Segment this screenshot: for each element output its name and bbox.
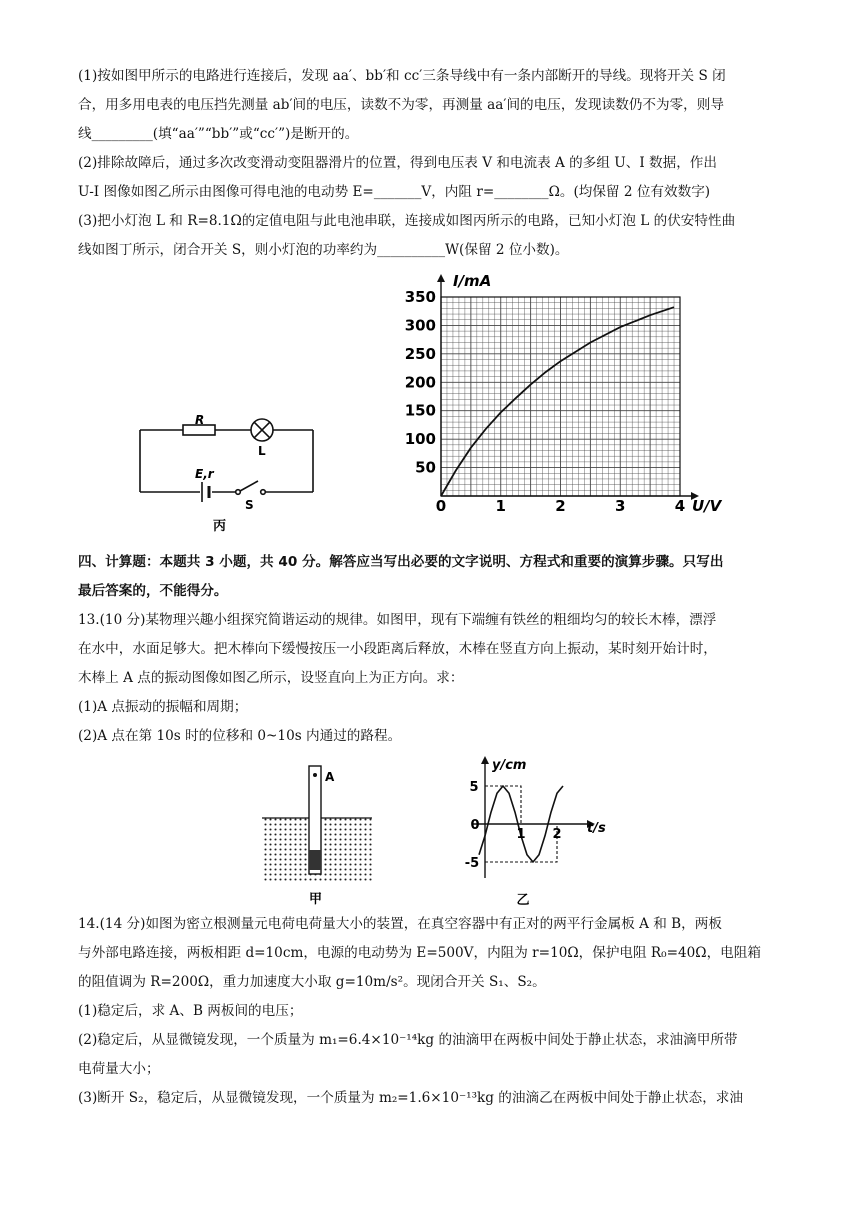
y-axis-arrow bbox=[481, 756, 489, 764]
section4-line2: 最后答案的，不能得分。 bbox=[78, 583, 228, 599]
q14-line4: (1)稳定后，求 A、B 两板间的电压； bbox=[78, 1003, 303, 1019]
chart-grid bbox=[441, 297, 680, 496]
x-axis-label: t/s bbox=[587, 821, 606, 836]
q14-line6: 电荷量大小； bbox=[78, 1061, 160, 1077]
y-axis-label: I/mA bbox=[453, 272, 492, 290]
y-tick-label: 200 bbox=[404, 373, 436, 392]
iu-characteristic-chart bbox=[395, 268, 735, 520]
q14-line1: 14.(14 分)如图为密立根测量元电荷电荷量大小的装置，在真空容器中有正对的两平行金属板 A 和 B，两板 bbox=[78, 916, 722, 932]
caption-bing: 丙 bbox=[213, 519, 227, 534]
y-tick-label: 5 bbox=[469, 780, 479, 795]
q13-line3: 木棒上 A 点的振动图像如图乙所示，设竖直向上为正方向。求： bbox=[78, 670, 464, 686]
q14-line3: 的阻值调为 R=200Ω，重力加速度大小取 g=10m/s²。现闭合开关 S₁、S₂。 bbox=[78, 974, 546, 990]
y-tick-label: 100 bbox=[404, 430, 436, 449]
x-tick-label: 1 bbox=[516, 827, 526, 842]
y-axis-label: y/cm bbox=[492, 758, 527, 773]
q13-line2: 在水中，水面足够大。把木棒向下缓慢按压一小段距离后释放，木棒在竖直方向上振动，某时刻开始计时， bbox=[78, 641, 717, 657]
caption-yi: 乙 bbox=[516, 893, 530, 908]
switch-blade bbox=[240, 481, 258, 491]
label-R: R bbox=[195, 413, 205, 427]
q12-part3-line2: 线如图丁所示，闭合开关 S，则小灯泡的功率约为__________W(保留 2 位小数)。 bbox=[78, 242, 569, 258]
x-axis-label: U/V bbox=[692, 497, 722, 515]
x-tick-label: 1 bbox=[495, 497, 506, 515]
y-tick-label: 50 bbox=[415, 458, 436, 477]
x-tick-label: 2 bbox=[552, 827, 562, 842]
q14-line7: (3)断开 S₂，稳定后，从显微镜发现，一个质量为 m₂=1.6×10⁻¹³kg 的油滴乙在两板中间处于静止状态，求油 bbox=[78, 1090, 743, 1106]
x-tick-label: 3 bbox=[615, 497, 626, 515]
q12-text bbox=[78, 62, 782, 265]
q12-part2-line2: U-I 图像如图乙所示由图像可得电池的电动势 E=_______V，内阻 r=________Ω。(均保留 2 位有效数字) bbox=[78, 184, 711, 200]
y-axis-arrow bbox=[437, 274, 445, 282]
vibration-graph bbox=[455, 752, 630, 912]
q13-line5: (2)A 点在第 10s 时的位移和 0~10s 内通过的路程。 bbox=[78, 728, 402, 744]
q12-part1-line3: 线_________(填“aa′”“bb′”或“cc′”)是断开的。 bbox=[78, 126, 359, 142]
q13-text bbox=[78, 606, 782, 751]
x-tick-label: 2 bbox=[555, 497, 566, 515]
label-S: S bbox=[245, 498, 254, 512]
q12-part1-line2: 合，用多用电表的电压挡先测量 ab′间的电压，读数不为零，再测量 aa′间的电压，发现读数仍不为零，则导 bbox=[78, 97, 724, 113]
floating-stick-figure bbox=[258, 762, 378, 912]
x-tick-label: 4 bbox=[674, 497, 686, 515]
switch-contact-right bbox=[261, 490, 266, 495]
q12-part3-line1: (3)把小灯泡 L 和 R=8.1Ω的定值电阻与此电池串联，连接成如图丙所示的电路，已知小灯泡 L 的伏安特性曲 bbox=[78, 213, 736, 229]
label-Er: E,r bbox=[195, 467, 214, 481]
x-tick-label: 0 bbox=[470, 818, 480, 833]
q12-part1-line1: (1)按如图甲所示的电路进行连接后，发现 aa′、bb′和 cc′三条导线中有一条内部断开的导线。现将开关 S 闭 bbox=[78, 68, 726, 84]
point-A-marker bbox=[313, 773, 317, 777]
x-tick-label: 0 bbox=[435, 497, 447, 515]
label-A: A bbox=[325, 770, 335, 784]
switch-contact-left bbox=[236, 490, 241, 495]
y-tick-label: 150 bbox=[404, 401, 436, 420]
label-L: L bbox=[258, 444, 266, 458]
circuit-diagram-bing bbox=[125, 410, 330, 535]
section4-heading bbox=[78, 548, 782, 606]
q12-part2-line1: (2)排除故障后，通过多次改变滑动变阻器滑片的位置，得到电压表 V 和电流表 A 的多组 U、I 数据，作出 bbox=[78, 155, 717, 171]
y-tick-label: 350 bbox=[404, 288, 436, 306]
section4-line1: 四、计算题：本题共 3 小题，共 40 分。解答应当写出必要的文字说明、方程式和重要的演算步骤。只写出 bbox=[78, 554, 724, 570]
q13-line4: (1)A 点振动的振幅和周期； bbox=[78, 699, 248, 715]
q14-line2: 与外部电路连接，两板相距 d=10cm，电源的电动势为 E=500V，内阻为 r=10Ω，保护电阻 R₀=40Ω，电阻箱 bbox=[78, 945, 761, 961]
caption-jia: 甲 bbox=[309, 892, 323, 907]
y-tick-label: 250 bbox=[404, 344, 436, 363]
q14-text bbox=[78, 910, 782, 1113]
dashed-guide-max bbox=[485, 786, 521, 824]
y-tick-label: -5 bbox=[464, 856, 480, 871]
q13-line1: 13.(10 分)某物理兴趣小组探究简谐运动的规律。如图甲，现有下端缠有铁丝的粗细均匀的较长木棒，漂浮 bbox=[78, 612, 717, 628]
y-tick-label: 300 bbox=[404, 316, 436, 335]
q14-line5: (2)稳定后，从显微镜发现，一个质量为 m₁=6.4×10⁻¹⁴kg 的油滴甲在两板中间处于静止状态，求油滴甲所带 bbox=[78, 1032, 738, 1048]
iron-wire-wrap bbox=[309, 850, 321, 870]
